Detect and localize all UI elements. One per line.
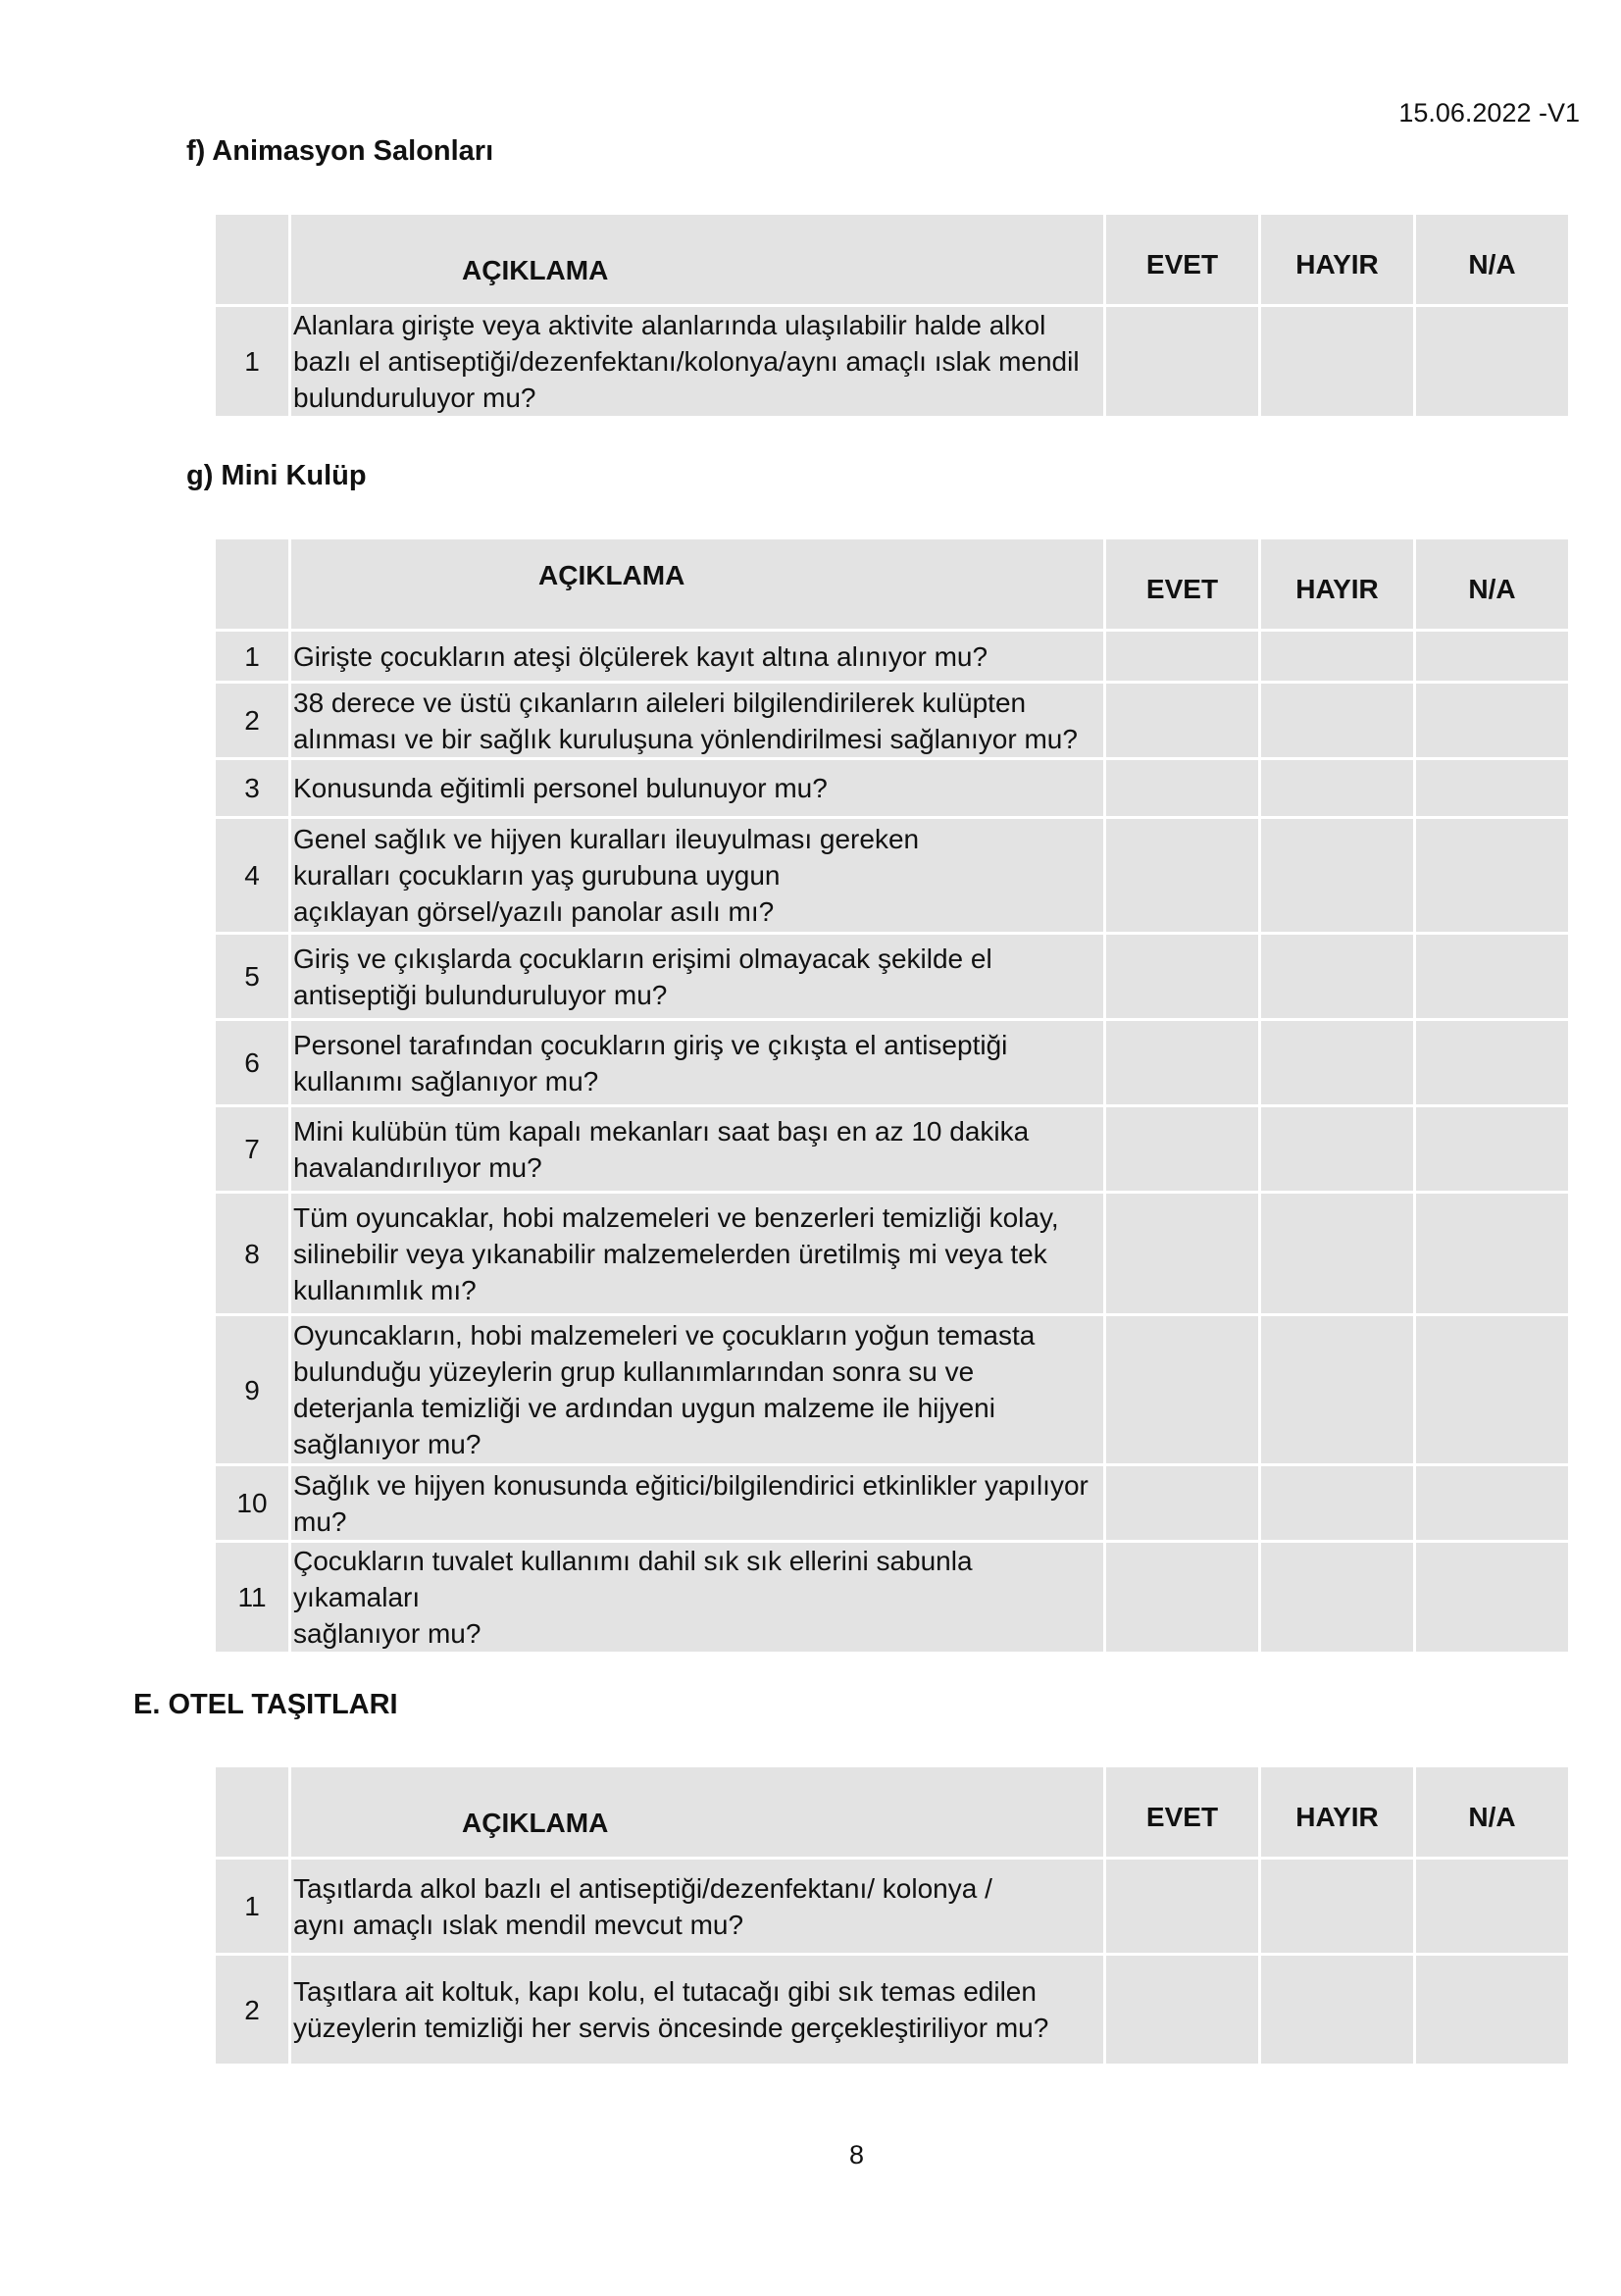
answer-na-cell[interactable]: [1416, 819, 1568, 932]
table-row: [216, 1956, 1568, 2064]
answer-no-cell[interactable]: [1261, 1194, 1413, 1313]
table-row: [216, 935, 1568, 1018]
header-number-cell: [216, 539, 288, 629]
header-no-cell: [1261, 539, 1413, 629]
description-line: Giriş ve çıkışlarda çocukların erişimi olmayacak şekilde el: [293, 943, 992, 974]
description-line: alınması ve bir sağlık kuruluşuna yönlendirilmesi sağlanıyor mu?: [293, 723, 1078, 754]
answer-yes-cell[interactable]: [1106, 760, 1258, 816]
row-number: 9: [216, 1316, 288, 1463]
table-row: [216, 1466, 1568, 1540]
answer-yes-cell[interactable]: [1106, 1466, 1258, 1540]
description-line: kullanımlık mı?: [293, 1274, 477, 1305]
answer-na-cell[interactable]: [1416, 1543, 1568, 1652]
description-line: Çocukların tuvalet kullanımı dahil sık sık ellerini sabunla yıkamaları: [293, 1546, 973, 1612]
header-na-label: N/A: [1468, 1802, 1516, 1832]
answer-na-cell[interactable]: [1416, 632, 1568, 681]
header-description-cell: [291, 215, 1103, 304]
description-line: Taşıtlara ait koltuk, kapı kolu, el tutacağı gibi sık temas edilen: [293, 1976, 1037, 2007]
description-line: mu?: [293, 1505, 347, 1537]
answer-yes-cell[interactable]: [1106, 1316, 1258, 1463]
description-line: Konusunda eğitimli personel bulunuyor mu?: [293, 773, 828, 803]
description-line: bulunduruluyor mu?: [293, 383, 536, 413]
row-number: 7: [216, 1107, 288, 1191]
table-row: [216, 1021, 1568, 1104]
header-description-label: AÇIKLAMA: [538, 560, 685, 590]
row-description: [291, 684, 1103, 757]
header-number-cell: [216, 1767, 288, 1857]
section-heading-hotel-vehicles: E. OTEL TAŞITLARI: [133, 1689, 398, 1720]
answer-yes-cell[interactable]: [1106, 1021, 1258, 1104]
checklist-table-hotel-vehicles: [213, 1764, 1571, 2066]
row-description: [291, 307, 1103, 416]
row-description: [291, 1107, 1103, 1191]
header-yes-cell: [1106, 215, 1258, 304]
header-na-label: N/A: [1468, 249, 1516, 280]
row-description: [291, 760, 1103, 816]
header-number-cell: [216, 215, 288, 304]
answer-yes-cell[interactable]: [1106, 1956, 1258, 2064]
row-number: 2: [216, 684, 288, 757]
table-row: [216, 1107, 1568, 1191]
table-row: [216, 1194, 1568, 1313]
description-line: bazlı el antiseptiği/dezenfektanı/kolonya/aynı amaçlı ıslak mendil: [293, 346, 1080, 377]
header-na-cell: [1416, 1767, 1568, 1857]
description-line: Taşıtlarda alkol bazlı el antiseptiği/dezenfektanı/ kolonya /: [293, 1872, 992, 1904]
table-header-row: [216, 1767, 1568, 1857]
table-row: [216, 684, 1568, 757]
answer-na-cell[interactable]: [1416, 1107, 1568, 1191]
answer-no-cell[interactable]: [1261, 1107, 1413, 1191]
answer-no-cell[interactable]: [1261, 1860, 1413, 1953]
row-number: 6: [216, 1021, 288, 1104]
answer-yes-cell[interactable]: [1106, 819, 1258, 932]
table-row: [216, 1316, 1568, 1463]
table-header-row: [216, 539, 1568, 629]
row-description: [291, 1543, 1103, 1652]
row-description: [291, 632, 1103, 681]
table-row: [216, 1860, 1568, 1953]
header-no-label: HAYIR: [1295, 1802, 1379, 1832]
header-yes-cell: [1106, 539, 1258, 629]
row-number: 3: [216, 760, 288, 816]
answer-na-cell[interactable]: [1416, 1316, 1568, 1463]
answer-na-cell[interactable]: [1416, 1021, 1568, 1104]
description-line: kullanımı sağlanıyor mu?: [293, 1065, 599, 1097]
answer-no-cell[interactable]: [1261, 1021, 1413, 1104]
row-number: 11: [216, 1543, 288, 1652]
description-line: yüzeylerin temizliği her servis öncesinde gerçekleştiriliyor mu?: [293, 2013, 1049, 2043]
table-row: [216, 632, 1568, 681]
row-description: [291, 819, 1103, 932]
answer-na-cell[interactable]: [1416, 1466, 1568, 1540]
row-number: 10: [216, 1466, 288, 1540]
page-number: 8: [848, 2140, 865, 2169]
description-line: bulunduğu yüzeylerin grup kullanımlarından sonra su ve: [293, 1356, 975, 1387]
description-line: sağlanıyor mu?: [293, 1618, 481, 1649]
row-number: 1: [216, 632, 288, 681]
header-na-cell: [1416, 539, 1568, 629]
answer-no-cell[interactable]: [1261, 1543, 1413, 1652]
row-description: [291, 1194, 1103, 1313]
answer-no-cell[interactable]: [1261, 684, 1413, 757]
document-version: 15.06.2022 -V1: [1398, 98, 1580, 128]
description-line: Alanlara girişte veya aktivite alanlarında ulaşılabilir halde alkol: [293, 310, 1046, 340]
row-number: 1: [216, 307, 288, 416]
answer-na-cell[interactable]: [1416, 1194, 1568, 1313]
header-yes-label: EVET: [1145, 1802, 1219, 1832]
answer-yes-cell[interactable]: [1106, 1194, 1258, 1313]
answer-yes-cell[interactable]: [1106, 935, 1258, 1018]
row-description: [291, 1021, 1103, 1104]
row-description: [291, 1860, 1103, 1953]
answer-na-cell[interactable]: [1416, 1956, 1568, 2064]
description-line: kuralları çocukların yaş gurubuna uygun: [293, 860, 781, 891]
header-description-label: AÇIKLAMA: [462, 1808, 609, 1838]
table-row: [216, 1543, 1568, 1652]
row-description: [291, 1466, 1103, 1540]
answer-no-cell[interactable]: [1261, 760, 1413, 816]
table-row: [216, 819, 1568, 932]
answer-na-cell[interactable]: [1416, 684, 1568, 757]
description-line: Mini kulübün tüm kapalı mekanları saat başı en az 10 dakika: [293, 1115, 1030, 1147]
description-line: Personel tarafından çocukların giriş ve çıkışta el antiseptiği: [293, 1029, 1008, 1060]
description-line: Sağlık ve hijyen konusunda eğitici/bilgilendirici etkinlikler yapılıyor: [293, 1469, 1089, 1501]
header-description-cell: [291, 1767, 1103, 1857]
answer-na-cell[interactable]: [1416, 935, 1568, 1018]
description-line: açıklayan görsel/yazılı panolar asılı mı?: [293, 896, 775, 927]
answer-yes-cell[interactable]: [1106, 1860, 1258, 1953]
description-line: silinebilir veya yıkanabilir malzemelerden üretilmiş mi veya tek: [293, 1238, 1047, 1269]
header-no-cell: [1261, 1767, 1413, 1857]
answer-no-cell[interactable]: [1261, 1956, 1413, 2064]
row-number: 8: [216, 1194, 288, 1313]
table-row: [216, 760, 1568, 816]
description-line: aynı amaçlı ıslak mendil mevcut mu?: [293, 1909, 744, 1940]
header-description-cell: [291, 539, 1103, 629]
checklist-table-mini-club: [213, 536, 1571, 1655]
header-description-label: AÇIKLAMA: [462, 255, 609, 285]
answer-yes-cell[interactable]: [1106, 632, 1258, 681]
description-line: antiseptiği bulunduruluyor mu?: [293, 979, 668, 1010]
answer-yes-cell[interactable]: [1106, 684, 1258, 757]
header-na-label: N/A: [1468, 574, 1516, 604]
header-no-label: HAYIR: [1295, 249, 1379, 280]
row-description: [291, 935, 1103, 1018]
answer-no-cell[interactable]: [1261, 1466, 1413, 1540]
answer-no-cell[interactable]: [1261, 935, 1413, 1018]
checklist-table-animation-halls: [213, 212, 1571, 419]
header-yes-cell: [1106, 1767, 1258, 1857]
answer-na-cell[interactable]: [1416, 1860, 1568, 1953]
header-yes-label: EVET: [1145, 249, 1219, 280]
description-line: 38 derece ve üstü çıkanların aileleri bilgilendirilerek kulüpten: [293, 687, 1027, 718]
answer-no-cell[interactable]: [1261, 1316, 1413, 1463]
row-number: 1: [216, 1860, 288, 1953]
answer-no-cell[interactable]: [1261, 632, 1413, 681]
section-heading-animation-halls: f) Animasyon Salonları: [186, 135, 494, 167]
answer-no-cell[interactable]: [1261, 307, 1413, 416]
description-line: Oyuncakların, hobi malzemeleri ve çocukların yoğun temasta: [293, 1320, 1036, 1351]
header-yes-label: EVET: [1145, 574, 1219, 604]
answer-yes-cell[interactable]: [1106, 1107, 1258, 1191]
row-description: [291, 1956, 1103, 2064]
answer-na-cell[interactable]: [1416, 760, 1568, 816]
description-line: Girişte çocukların ateşi ölçülerek kayıt altına alınıyor mu?: [293, 640, 988, 672]
table-row: [216, 307, 1568, 416]
description-line: sağlanıyor mu?: [293, 1429, 481, 1459]
header-no-label: HAYIR: [1295, 574, 1379, 604]
answer-no-cell[interactable]: [1261, 819, 1413, 932]
header-no-cell: [1261, 215, 1413, 304]
description-line: deterjanla temizliği ve ardından uygun malzeme ile hijyeni: [293, 1393, 995, 1423]
answer-yes-cell[interactable]: [1106, 1543, 1258, 1652]
description-line: Tüm oyuncaklar, hobi malzemeleri ve benzerleri temizliği kolay,: [293, 1201, 1059, 1233]
row-number: 5: [216, 935, 288, 1018]
description-line: havalandırılıyor mu?: [293, 1151, 542, 1183]
description-line: Genel sağlık ve hijyen kuralları ileuyulması gereken: [293, 824, 920, 854]
row-number: 2: [216, 1956, 288, 2064]
row-description: [291, 1316, 1103, 1463]
header-na-cell: [1416, 215, 1568, 304]
answer-yes-cell[interactable]: [1106, 307, 1258, 416]
table-header-row: [216, 215, 1568, 304]
row-number: 4: [216, 819, 288, 932]
section-heading-mini-club: g) Mini Kulüp: [186, 460, 367, 491]
answer-na-cell[interactable]: [1416, 307, 1568, 416]
